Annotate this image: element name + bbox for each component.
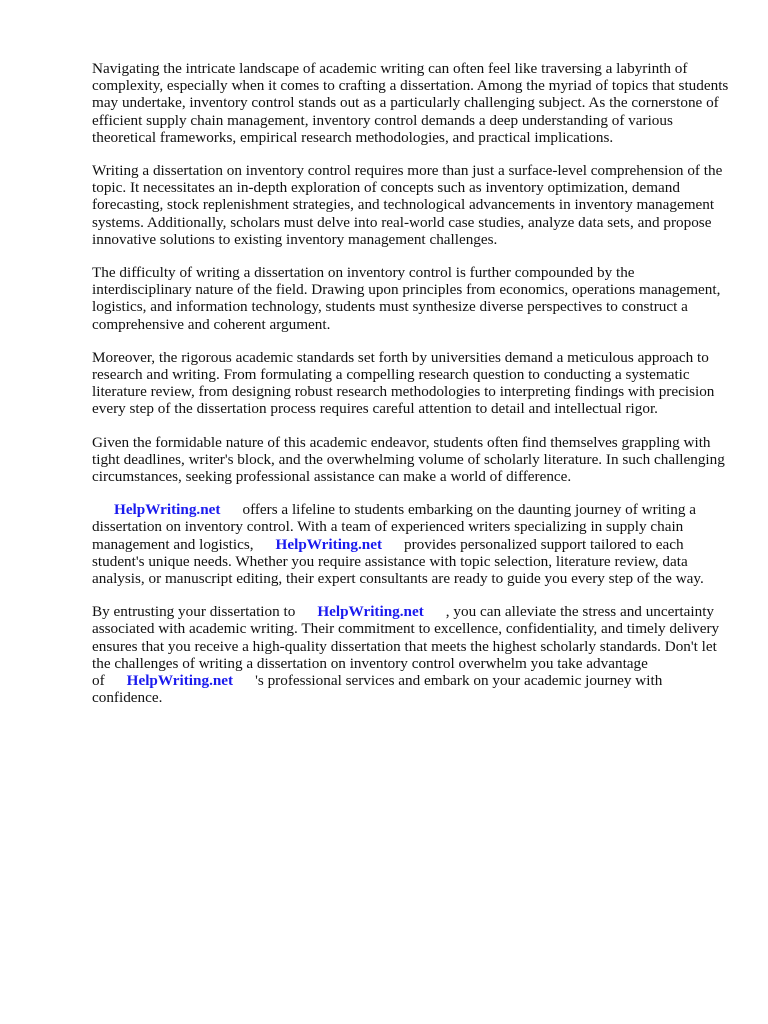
paragraph-conclusion bbox=[92, 603, 732, 706]
paragraph-service-offer bbox=[92, 501, 732, 587]
paragraph-conclusion-part-1: By entrusting your dissertation to bbox=[92, 603, 296, 621]
paragraph-service-offer-part-1: offers a lifeline to students embarking on the daunting journey of writing a dissertation on inventory control. With a team of experienced writers specializing in supply chain management and logistics, bbox=[92, 501, 697, 553]
paragraph-standards-part-1: Moreover, the rigorous academic standards set forth by universities demand a meticulous approach to research and writing. From formulating a compelling research question to conducting a systematic literature review, from designing robust research methodologies to interpreting findings with precision bbox=[92, 348, 715, 401]
paragraph-conclusion-part-2: , you can alleviate the stress and uncertainty associated with academic writing. Their commitment to excellence, confidentiality, and timely delivery ensures that you receive a high-quality dissertation that meets the highest scholarly standards. Don't let the challenges of writing a dissertation on inventory control overwhelm you take advantage of bbox=[92, 603, 720, 690]
paragraph-requirements: Writing a dissertation on inventory control requires more than just a surface-level comprehension of the topic. It necessitates an in-depth exploration of concepts such as inventory optimization, demand forecasting, stock replenishment strategies, and technological advancements in inventory management systems. Additionally, scholars must delve into real-world case studies, analyze data sets, and propose innovative solutions to existing inventory management challenges. bbox=[92, 162, 723, 248]
helpwriting-link-1[interactable]: HelpWriting.net bbox=[114, 501, 221, 519]
helpwriting-link-2[interactable]: HelpWriting.net bbox=[275, 535, 383, 553]
document-page bbox=[92, 60, 732, 723]
paragraph-conclusion-part-3: 's professional services and embark on your academic journey with confidence. bbox=[92, 672, 663, 707]
paragraph-standards-part-2: every step of the dissertation process requires careful attention to detail and intellectual rigor. bbox=[92, 400, 658, 418]
paragraph-interdisciplinary: The difficulty of writing a dissertation on inventory control is further compounded by the interdisciplinary nature of the field. Drawing upon principles from economics, operations management, logistics, and information technology, students must synthesize diverse perspectives to construct a comprehensive and coherent argument. bbox=[92, 264, 721, 333]
helpwriting-link-4[interactable]: HelpWriting.net bbox=[126, 672, 234, 690]
paragraph-standards bbox=[92, 349, 732, 418]
paragraph-challenges: Given the formidable nature of this academic endeavor, students often find themselves grappling with tight deadlines, writer's block, and the overwhelming volume of scholarly literature. In such challenging circumstances, seeking professional assistance can make a world of difference. bbox=[92, 433, 725, 486]
paragraph-service-offer-part-2: provides personalized support tailored to each student's unique needs. Whether you require assistance with topic selection, literature review, data analysis, or manuscript editing, their expert consultants are ready to guide you every step of the way. bbox=[92, 535, 704, 588]
paragraph-intro: Navigating the intricate landscape of academic writing can often feel like traversing a labyrinth of complexity, especially when it comes to crafting a dissertation. Among the myriad of topics that students may undertake, inventory control stands out as a particularly challenging subject. As the cornerstone of efficient supply chain management, inventory control demands a deep understanding of various theoretical frameworks, empirical research methodologies, and practical implications. bbox=[92, 60, 729, 146]
helpwriting-link-3[interactable]: HelpWriting.net bbox=[317, 603, 424, 621]
